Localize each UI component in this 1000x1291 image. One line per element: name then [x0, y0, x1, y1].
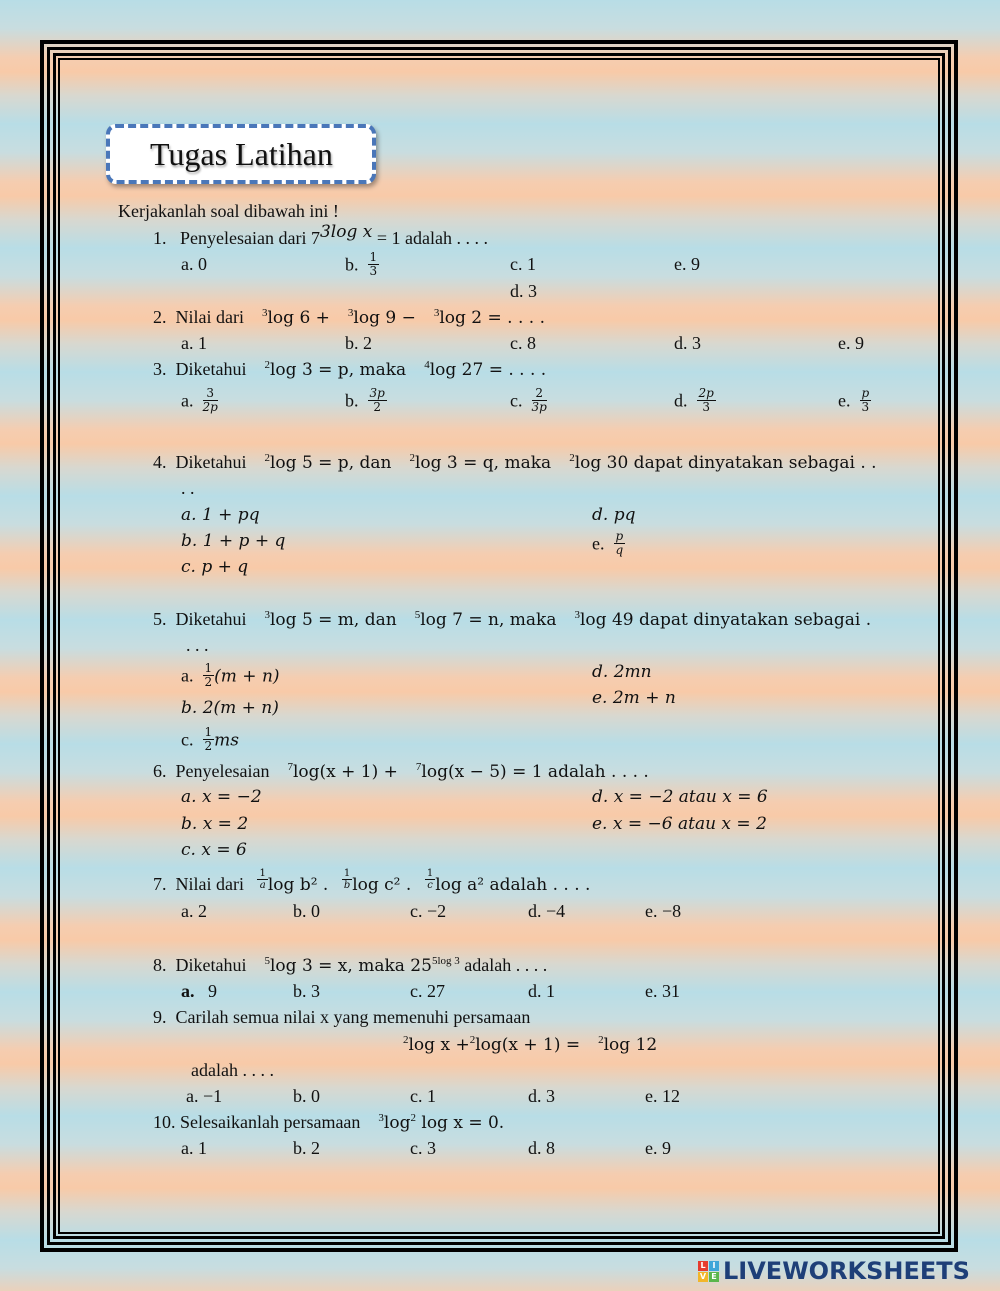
- q8-option-c[interactable]: c. 27: [410, 981, 445, 1001]
- q10-option-c[interactable]: c. 3: [410, 1138, 436, 1158]
- liveworksheets-logo: [698, 1257, 970, 1285]
- q4-option-e[interactable]: e. $\frac{p}{q}$: [592, 529, 624, 557]
- q3-option-a[interactable]: a. $\frac{3}{2p}$: [181, 386, 218, 414]
- q9-option-a[interactable]: a. −1: [186, 1086, 223, 1106]
- q8-option-d[interactable]: d. 1: [528, 981, 555, 1001]
- q7-option-b[interactable]: b. 0: [293, 901, 320, 921]
- q9-continuation: adalah . . . .: [191, 1060, 274, 1080]
- q5-option-c[interactable]: c. $\frac{1}{2}$ ms: [181, 725, 239, 753]
- q2-option-a[interactable]: a. 1: [181, 333, 207, 353]
- q10-option-e[interactable]: e. 9: [645, 1138, 671, 1158]
- logo-tile: V: [699, 1271, 707, 1281]
- q1-option-a[interactable]: a. 0: [181, 254, 207, 274]
- question-10: 10. Selesaikanlah persamaan $^3\log^2$ log x = 0.: [153, 1112, 505, 1133]
- q2-option-e[interactable]: e. 9: [838, 333, 864, 353]
- logo-tile: E: [709, 1272, 719, 1282]
- q8-option-b[interactable]: b. 3: [293, 981, 320, 1001]
- q6-option-d[interactable]: d. x = −2 atau x = 6: [592, 787, 768, 807]
- q1-option-e[interactable]: e. 9: [674, 254, 700, 274]
- question-4: 4. Diketahui $^2$log 5 = p, dan $^2$log 3 = q, maka $^2$log 30 dapat dinyatakan sebagai . .: [153, 452, 877, 473]
- question-9: 9. Carilah semua nilai x yang memenuhi persamaan: [153, 1007, 531, 1027]
- instruction: Kerjakanlah soal dibawah ini !: [118, 201, 339, 221]
- q6-option-a[interactable]: a. x = −2: [181, 787, 262, 807]
- q1-option-b[interactable]: b. $\frac{1}{3}$: [345, 250, 378, 278]
- q10-option-b[interactable]: b. 2: [293, 1138, 320, 1158]
- logo-text: LIVEWORKSHEETS: [723, 1257, 970, 1285]
- q2-option-b[interactable]: b. 2: [345, 333, 372, 353]
- question-7: 7. Nilai dari $\frac{1}{a}$ log b² . $\frac{1}{b}$ log c² . $\frac{1}{c}$ log a² adalah . . . .: [153, 868, 591, 895]
- q2-option-c[interactable]: c. 8: [510, 333, 536, 353]
- q5-option-e[interactable]: e. 2m + n: [592, 688, 676, 708]
- q5-continuation: . . .: [186, 635, 209, 655]
- question-5: 5. Diketahui $^3$log 5 = m, dan $^5$log 7 = n, maka $^3$log 49 dapat dinyatakan sebagai .: [153, 609, 872, 630]
- q4-option-d[interactable]: d. pq: [592, 505, 636, 525]
- q4-option-b[interactable]: b. 1 + p + q: [181, 531, 286, 551]
- q4-option-c[interactable]: c. p + q: [181, 557, 249, 577]
- q6-option-b[interactable]: b. x = 2: [181, 814, 249, 834]
- q7-option-d[interactable]: d. −4: [528, 901, 566, 921]
- logo-tile: I: [709, 1261, 719, 1271]
- q4-continuation: . .: [181, 478, 195, 498]
- q5-option-a[interactable]: a. $\frac{1}{2}$ (m + n): [181, 661, 280, 689]
- q3-option-c[interactable]: c. $\frac{2}{3p}$: [510, 386, 547, 414]
- q4-option-a[interactable]: a. 1 + pq: [181, 505, 260, 525]
- q7-option-e[interactable]: e. −8: [645, 901, 682, 921]
- q3-option-d[interactable]: d. $\frac{2p}{3}$: [674, 386, 714, 414]
- q5-option-d[interactable]: d. 2mn: [592, 662, 652, 682]
- question-2: 2. Nilai dari $^3$log 6 + $^3$log 9 − $^3$log 2 = . . . .: [153, 307, 545, 328]
- q3-option-e[interactable]: e. $\frac{p}{3}$: [838, 386, 870, 414]
- q7-option-c[interactable]: c. −2: [410, 901, 447, 921]
- q6-option-e[interactable]: e. x = −6 atau x = 2: [592, 814, 767, 834]
- q9-option-b[interactable]: b. 0: [293, 1086, 320, 1106]
- q9-option-d[interactable]: d. 3: [528, 1086, 555, 1106]
- q9-option-e[interactable]: e. 12: [645, 1086, 680, 1106]
- q10-option-d[interactable]: d. 8: [528, 1138, 555, 1158]
- question-6: 6. Penyelesaian $^7$log(x + 1) + $^7$log(x − 5) = 1 adalah . . . .: [153, 761, 649, 782]
- page-title: Tugas Latihan: [106, 124, 376, 184]
- question-1: 1. Penyelesaian dari $7^{3log x} = 1$ adalah . . . .: [153, 222, 488, 248]
- q3-option-b[interactable]: b. $\frac{3p}{2}$: [345, 386, 385, 414]
- q9-equation: $^2$log x +$^2$log(x + 1) = $^2$log 12: [403, 1034, 658, 1055]
- question-8: 8. Diketahui $^5$log 3 = x, maka $25^{5log 3}$ adalah . . . .: [153, 955, 548, 976]
- q10-option-a[interactable]: a. 1: [181, 1138, 207, 1158]
- question-3: 3. Diketahui $^2$log 3 = p, maka $^4$log 27 = . . . .: [153, 359, 547, 380]
- q1-option-d[interactable]: d. 3: [510, 281, 537, 301]
- q9-option-c[interactable]: c. 1: [410, 1086, 436, 1106]
- q1-option-c[interactable]: c. 1: [510, 254, 536, 274]
- logo-tile: L: [698, 1261, 708, 1271]
- logo-tiles: [698, 1261, 719, 1282]
- q8-option-e[interactable]: e. 31: [645, 981, 680, 1001]
- q2-option-d[interactable]: d. 3: [674, 333, 701, 353]
- q5-option-b[interactable]: b. 2(m + n): [181, 698, 279, 718]
- q8-option-a[interactable]: a. 9: [181, 981, 217, 1001]
- q7-option-a[interactable]: a. 2: [181, 901, 207, 921]
- q6-option-c[interactable]: c. x = 6: [181, 840, 247, 860]
